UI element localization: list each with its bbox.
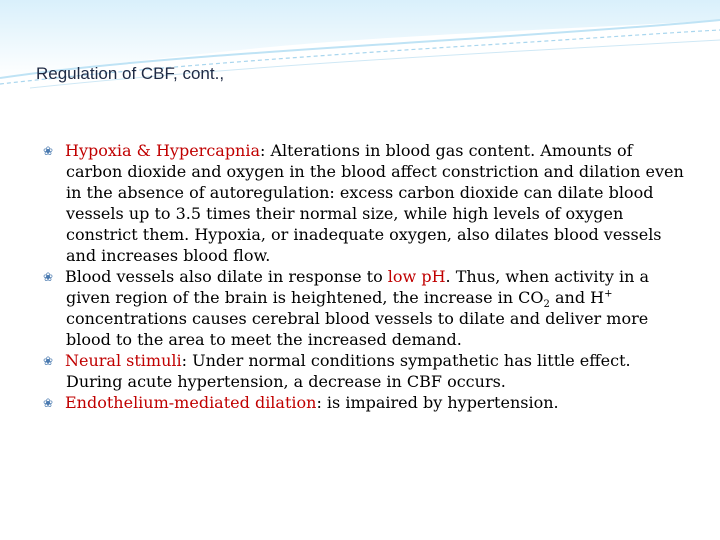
term-low-ph: low pH xyxy=(387,267,446,286)
term-endothelium: Endothelium-mediated dilation xyxy=(65,393,317,412)
flower-bullet-icon: ❀ xyxy=(43,396,54,410)
bullet-neural-stimuli: ❀ Neural stimuli: Under normal conditions sympathetic has little effect. During acute hypertension, a decrease in CBF occurs. xyxy=(43,351,631,391)
flower-bullet-icon: ❀ xyxy=(43,354,54,368)
slide-body xyxy=(43,140,688,413)
flower-bullet-icon: ❀ xyxy=(43,144,54,158)
bullet-low-ph: ❀ Blood vessels also dilate in response to low pH. Thus, when activity in a given region of the brain is heightened, the increase in $CO_2$ and H+ concentrations causes cerebral blood vessels to dilate and deliver more blood to the area to meet the increased demand. xyxy=(43,267,650,349)
term-hypoxia: Hypoxia & Hypercapnia xyxy=(65,141,261,160)
term-neural-stimuli: Neural stimuli xyxy=(65,351,182,370)
slide-title: Regulation of CBF, cont., xyxy=(36,64,225,83)
bullet-endothelium: ❀ Endothelium-mediated dilation: is impaired by hypertension. xyxy=(43,393,559,412)
flower-bullet-icon: ❀ xyxy=(43,270,54,284)
bullet-hypoxia: ❀ Hypoxia & Hypercapnia: Alterations in blood gas content. Amounts of carbon dioxide and oxygen in the blood affect constriction and dilation even in the absence of autoregulation: excess carbon dioxide can dilate blood vessels up to 3.5 times their normal size, while high levels of oxygen constrict them. Hypoxia, or inadequate oxygen, also dilates blood vessels and increases blood flow. xyxy=(43,141,684,265)
